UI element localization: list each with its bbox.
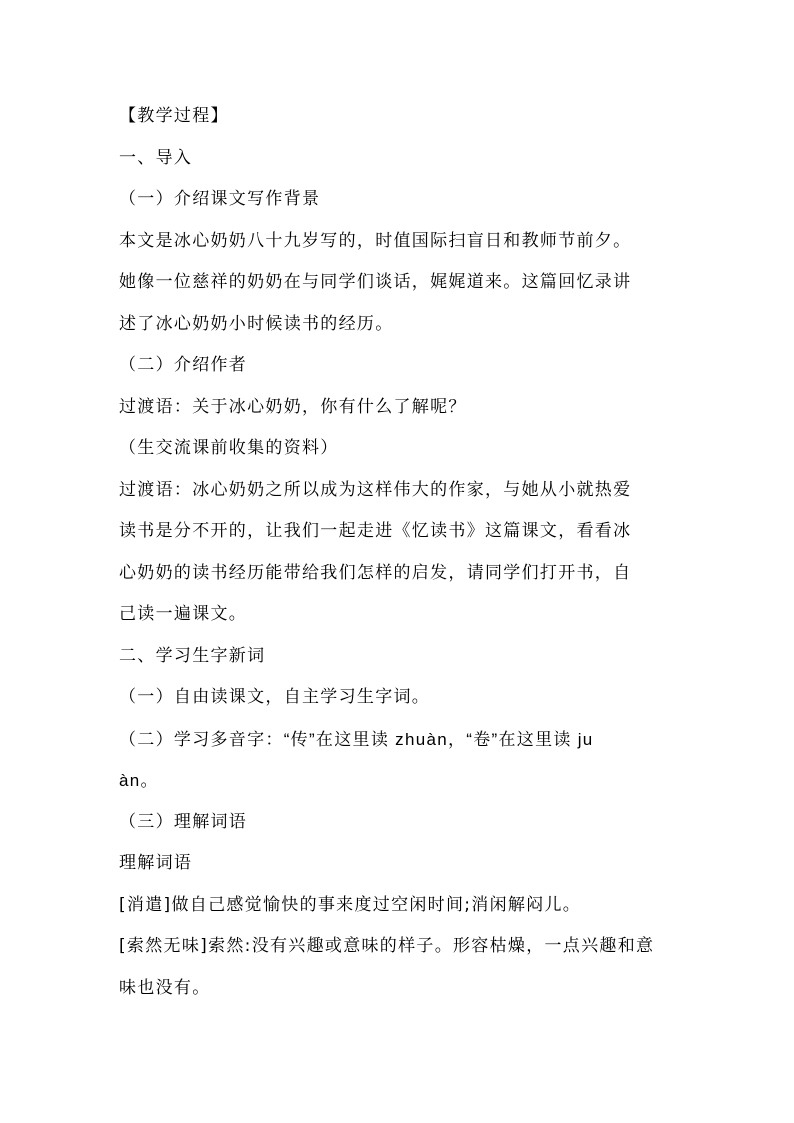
section1-sub1-title: （一）介绍课文写作背景 <box>119 189 321 209</box>
vocab-item: [消遣]做自己感觉愉快的事来度过空闲时间;消闲解闷儿。 <box>119 894 582 915</box>
section2-title: 二、学习生字新词 <box>119 645 266 666</box>
section2-sub1: （一）自由读课文，自主学习生字词。 <box>119 687 431 707</box>
paragraph-line: [索然无味]索然:没有兴趣或意味的样子。形容枯燥，一点兴趣和意 <box>119 936 655 956</box>
transition-paragraph <box>119 470 679 636</box>
paragraph-line: 述了冰心奶奶小时候读书的经历。 <box>119 313 394 334</box>
background-paragraph <box>119 221 679 346</box>
transition-line: 过渡语：关于冰心奶奶，你有什么了解呢？ <box>119 396 467 417</box>
paragraph-line: 本文是冰心奶奶八十九岁写的，时值国际扫盲日和教师节前夕。 <box>119 230 632 251</box>
paragraph-line: 过渡语：冰心奶奶之所以成为这样伟大的作家，与她从小就热爱 <box>119 479 632 500</box>
section2-sub3: （三）理解词语 <box>119 811 248 832</box>
vocab-title: 理解词语 <box>119 853 193 873</box>
paragraph-line: （二）学习多音字：“传”在这里读 zhuàn，“卷”在这里读 ju <box>119 729 594 749</box>
paragraph-line: àn。 <box>119 771 159 790</box>
vocab-item-paragraph <box>119 926 679 1009</box>
document-heading: 【教学过程】 <box>119 106 229 126</box>
note-line: （生交流课前收集的资料） <box>119 438 339 458</box>
paragraph-line: 她像一位慈祥的奶奶在与同学们谈话，娓娓道来。这篇回忆录讲 <box>119 272 632 292</box>
paragraph-line: 读书是分不开的，让我们一起走进《忆读书》这篇课文，看看冰 <box>119 521 632 541</box>
paragraph-line: 味也没有。 <box>119 977 211 998</box>
paragraph-line: 心奶奶的读书经历能带给我们怎样的启发，请同学们打开书，自 <box>119 562 632 583</box>
paragraph-line: 己读一遍课文。 <box>119 604 248 624</box>
section1-sub2-title: （二）介绍作者 <box>119 355 248 375</box>
polyphone-paragraph <box>119 719 679 802</box>
section1-title: 一、导入 <box>119 147 193 168</box>
document-page <box>119 96 679 1009</box>
